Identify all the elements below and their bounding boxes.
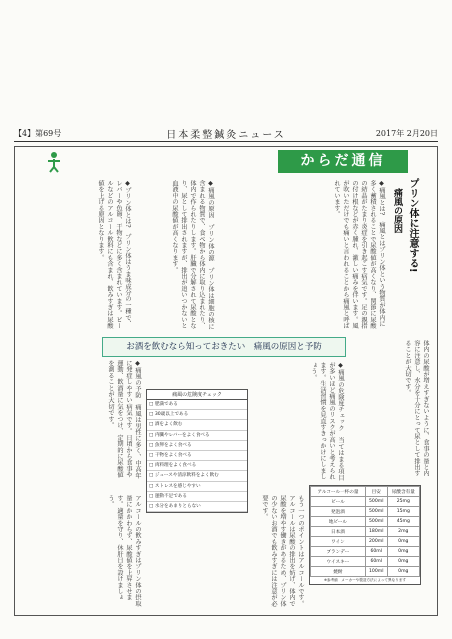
alc-col-purine: 尿酸含有量 — [387, 487, 419, 497]
checklist-item: □ 水分をあまりとらない — [147, 502, 247, 512]
alc-purine: 45mg — [387, 517, 419, 527]
checklist-item: □ ジュースや清涼飲料をよく飲む — [147, 471, 247, 481]
table-row — [311, 557, 420, 567]
checklist-item: □ 肥満である — [147, 400, 247, 410]
issue-date: 2017年 2月20日 — [375, 129, 438, 138]
table-row — [311, 527, 420, 537]
alc-name: 発泡酒 — [311, 507, 366, 517]
paper-title: 日本柔整鍼灸ニュース — [166, 130, 286, 141]
header-rule — [14, 141, 438, 142]
alc-col-amount: 目安 — [365, 487, 387, 497]
checklist-item: □ 魚卵をよく食べる — [147, 441, 247, 451]
alc-amount: 200ml — [365, 537, 387, 547]
alc-name: ブランデー — [311, 547, 366, 557]
alc-col-name: アルコール一杯の量 — [311, 487, 366, 497]
column-4: 体内の尿酸が増えすぎないように、食事の量と内容に注意し、水分を十分にとって尿として排出することが大切です。 — [404, 340, 429, 477]
table-row — [311, 567, 420, 577]
issue-number: 【4】第69号 — [14, 129, 62, 138]
table-row — [311, 497, 420, 507]
column-2: ◆痛風の原因 プリン体の源 プリン体は細胞の核に含まれる物質で、食べ物から体内に取り込まれたり、体内で作られたりします。肝臓で分解されて尿酸となり、尿として排出されますが、排出が追いつかないと血液中の尿酸値が高くなります。 — [171, 180, 214, 330]
alc-amount: 100ml — [365, 567, 387, 577]
column-5: ◆痛風の危険度チェック 当てはまる項目が多いほど痛風のリスクが高いと考えられます。生活習慣を見直すきっかけにしましょう。 — [310, 362, 344, 481]
alc-purine: 25mg — [387, 497, 419, 507]
alc-name: 焼酎 — [311, 567, 366, 577]
alc-amount: 500ml — [365, 517, 387, 527]
checklist-item: □ 肉料理をよく食べる — [147, 461, 247, 471]
checklist-title: 痛風の危険度チェック — [147, 390, 247, 400]
person-icon — [45, 151, 63, 173]
alc-amount: 60ml — [365, 547, 387, 557]
checklist-item: □ 運動不足である — [147, 492, 247, 502]
column-3b — [18, 180, 46, 330]
section-banner: からだ通信 — [278, 150, 408, 173]
checklist-item: □ 内臓やレバーをよく食べる — [147, 431, 247, 441]
alc-name: 日本酒 — [311, 527, 366, 537]
alcohol-note: ※参考値 メーカーや製造方法によって異なります — [323, 578, 406, 582]
alc-name: ワイン — [311, 537, 366, 547]
alc-purine: 0mg — [387, 567, 419, 577]
alc-amount: 60ml — [365, 557, 387, 567]
alc-amount: 500ml — [365, 507, 387, 517]
table-row — [311, 507, 420, 517]
mid-headline-bar: お酒を飲むなら知っておきたい 痛風の原因と予防 — [102, 337, 346, 357]
article-subtitle: プリン体に注意する! — [407, 178, 418, 273]
table-row — [311, 547, 420, 557]
alc-name: ウイスキー — [311, 557, 366, 567]
alc-purine: 2mg — [387, 527, 419, 537]
checklist-item: □ ストレスを感じやすい — [147, 482, 247, 492]
checklist-item: □ 干物をよく食べる — [147, 451, 247, 461]
column-6: ◆痛風の予防 痛風は男性に多く、中高年に発症しやすい病気です。日頃から食事や運動、飲酒量に気をつけ、定期的に尿酸値を測ることが大切です。 — [107, 360, 141, 479]
alc-purine: 0mg — [387, 557, 419, 567]
table-row — [311, 517, 420, 527]
alc-purine: 0mg — [387, 547, 419, 557]
alc-amount: 500ml — [365, 497, 387, 507]
checklist-item: □ 酒をよく飲む — [147, 420, 247, 430]
column-3: ◆プリン体とは? プリン体はうま味成分の一種で、レバーや魚卵、干物などに多く含まれています。ビールなどのアルコール飲料にも含まれ、飲みすぎは尿酸値を上げる原因となります。 — [97, 180, 131, 329]
article-headline: 痛風の原因 — [392, 188, 402, 233]
table-row — [311, 537, 420, 547]
checklist-item: □ 30歳以上である — [147, 410, 247, 420]
alcohol-table — [309, 485, 421, 585]
paper-header — [14, 126, 438, 140]
alc-purine: 0mg — [387, 537, 419, 547]
column-7: もう一つのポイントはアルコールです。アルコールは尿酸の排出を妨げ、体内で尿酸を増やす働きがあるため、プリン体の少ないお酒でも飲みすぎには注意が必要です。 — [261, 495, 304, 607]
alc-name: 地ビール — [311, 517, 366, 527]
column-8: アルコールの飲みすぎはプリン体の摂取量にかかわらず、尿酸値を上昇させます。適量を守り、休肝日を設けましょう。 — [107, 495, 141, 607]
alc-purine: 15mg — [387, 507, 419, 517]
alc-amount: 180ml — [365, 527, 387, 537]
alc-name: ビール — [311, 497, 366, 507]
column-1: ◆痛風とは? 痛風とはプリン体という物質が体内に多く蓄積されることで尿酸値が高くなり、関節に尿酸の結晶がたまり炎症を引き起こす病気です。足の親指の付け根などが赤く腫れ、激しい痛みを伴います。風が吹いただけでも痛いと言われることから痛風と呼ばれています。 — [333, 180, 385, 329]
